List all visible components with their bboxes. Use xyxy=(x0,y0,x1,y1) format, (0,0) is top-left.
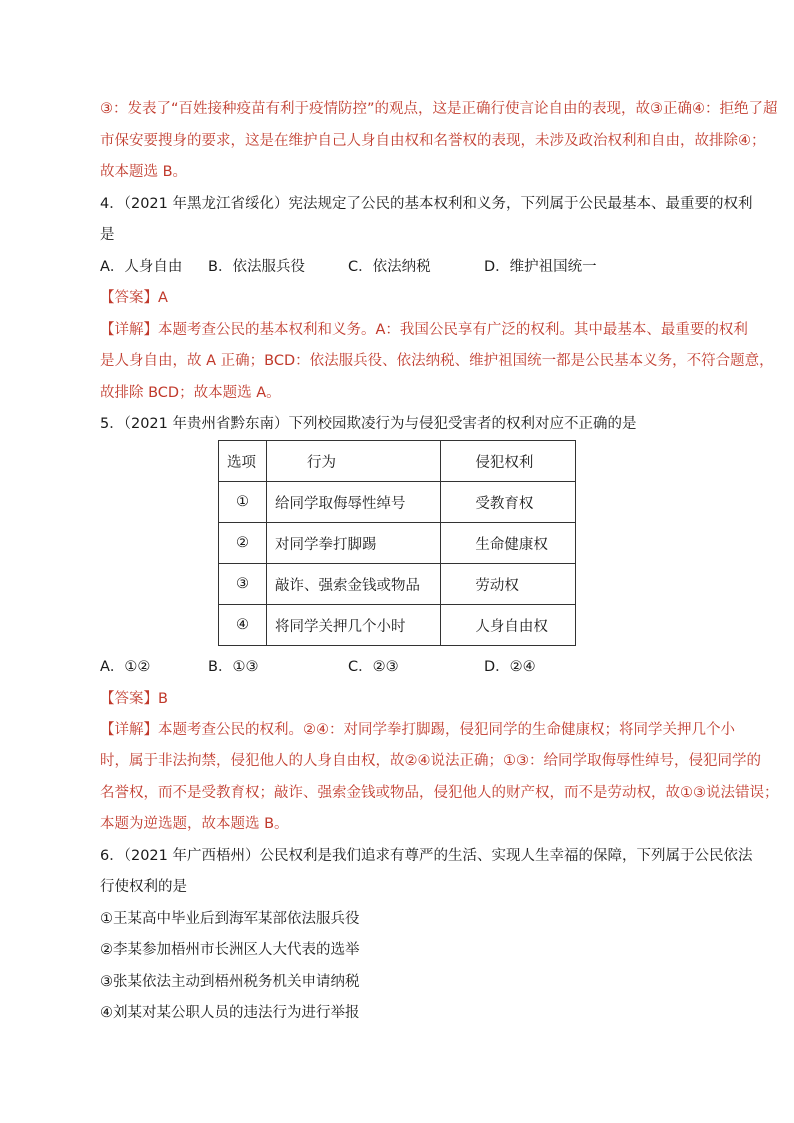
q5-table-cell-num: ③ xyxy=(219,564,267,605)
q3-tail-line-2: 市保安要搜身的要求，这是在维护自己人身自由权和名誉权的表现，未涉及政治权利和自由，故排除④； xyxy=(100,133,766,149)
q5-options xyxy=(100,657,700,677)
q4-stem-line-2: 是 xyxy=(100,227,115,243)
q4-option-d: D．维护祖国统一 xyxy=(484,259,597,275)
q5-detail-line-2: 时，属于非法拘禁，侵犯他人的人身自由权，故②④说法正确；①③：给同学取侮辱性绰号，侵犯同学的 xyxy=(100,753,761,769)
q5-table-header-behavior: 行为 xyxy=(266,441,440,482)
q5-table-cell-behavior: 对同学拳打脚踢 xyxy=(266,523,440,564)
q5-detail-text-1: 本题考查公民的权利。②④：对同学拳打脚踢，侵犯同学的生命健康权；将同学关押几个小 xyxy=(158,722,735,738)
q3-tail-line-1: ③：发表了“百姓接种疫苗有利于疫情防控”的观点，这是正确行使言论自由的表现，故③正确④：拒绝了超 xyxy=(100,101,778,117)
q4-detail-line-1 xyxy=(100,320,748,340)
q4-answer-value: A xyxy=(158,290,168,306)
q5-table-cell-right: 劳动权 xyxy=(441,564,576,605)
q5-table-cell-right: 受教育权 xyxy=(441,482,576,523)
table-row xyxy=(219,523,576,564)
q5-table-cell-behavior: 给同学取侮辱性绰号 xyxy=(266,482,440,523)
q4-detail-line-3: 故排除 BCD；故本题选 A。 xyxy=(100,385,281,401)
q4-option-b: B．依法服兵役 xyxy=(208,259,305,275)
q5-answer-tag: 【答案】 xyxy=(100,691,158,707)
q5-table-header-row xyxy=(219,441,576,482)
q5-answer-value: B xyxy=(158,691,168,707)
q4-answer-tag: 【答案】 xyxy=(100,290,158,306)
q5-option-c: C．②③ xyxy=(348,659,399,675)
q5-option-b: B．①③ xyxy=(208,659,259,675)
q6-stem-line-2: 行使权利的是 xyxy=(100,879,187,895)
q4-answer xyxy=(100,288,168,308)
q4-detail-text-1: 本题考查公民的基本权利和义务。A：我国公民享有广泛的权利。其中最基本、最重要的权利 xyxy=(158,322,748,338)
q4-detail-line-2: 是人身自由，故 A 正确；BCD：依法服兵役、依法纳税、维护祖国统一都是公民基本义务，不符合题意， xyxy=(100,353,774,369)
q6-item-2: ②李某参加梧州市长洲区人大代表的选举 xyxy=(100,942,360,958)
q5-table-cell-num: ② xyxy=(219,523,267,564)
q3-tail-line-3: 故本题选 B。 xyxy=(100,164,188,180)
q5-detail-line-3: 名誉权，而不是受教育权；敲诈、强索金钱或物品，侵犯他人的财产权，而不是劳动权，故①③说法错误； xyxy=(100,785,779,801)
q6-item-3: ③张某依法主动到梧州税务机关申请纳税 xyxy=(100,974,360,990)
q5-table-header-option: 选项 xyxy=(219,441,267,482)
q5-answer xyxy=(100,689,168,709)
q4-option-c: C．依法纳税 xyxy=(348,259,431,275)
q5-option-d: D．②④ xyxy=(484,659,536,675)
q6-item-1: ①王某高中毕业后到海军某部依法服兵役 xyxy=(100,911,360,927)
table-row xyxy=(219,482,576,523)
table-row xyxy=(219,564,576,605)
table-row xyxy=(219,605,576,646)
q4-option-a: A．人身自由 xyxy=(100,259,183,275)
q4-stem-line-1: 4．（2021 年黑龙江省绥化）宪法规定了公民的基本权利和义务，下列属于公民最基本、最重要的权利 xyxy=(100,196,753,212)
q5-table xyxy=(218,440,576,646)
q5-table-cell-num: ① xyxy=(219,482,267,523)
q5-detail-tag: 【详解】 xyxy=(100,722,158,738)
q6-item-4: ④刘某对某公职人员的违法行为进行举报 xyxy=(100,1005,360,1021)
q5-stem: 5．（2021 年贵州省黔东南）下列校园欺凌行为与侵犯受害者的权利对应不正确的是 xyxy=(100,416,637,432)
q5-detail-line-1 xyxy=(100,720,735,740)
q4-detail-tag: 【详解】 xyxy=(100,322,158,338)
q5-table-cell-behavior: 将同学关押几个小时 xyxy=(266,605,440,646)
q5-option-a: A．①② xyxy=(100,659,151,675)
q5-table-cell-num: ④ xyxy=(219,605,267,646)
q5-table-cell-right: 生命健康权 xyxy=(441,523,576,564)
q5-table-cell-behavior: 敲诈、强索金钱或物品 xyxy=(266,564,440,605)
q4-options xyxy=(100,257,700,277)
q6-stem-line-1: 6．（2021 年广西梧州）公民权利是我们追求有尊严的生活、实现人生幸福的保障，下列属于公民依法 xyxy=(100,848,753,864)
q5-table-cell-right: 人身自由权 xyxy=(441,605,576,646)
q5-detail-line-4: 本题为逆选题，故本题选 B。 xyxy=(100,816,289,832)
q5-table-header-right: 侵犯权利 xyxy=(441,441,576,482)
